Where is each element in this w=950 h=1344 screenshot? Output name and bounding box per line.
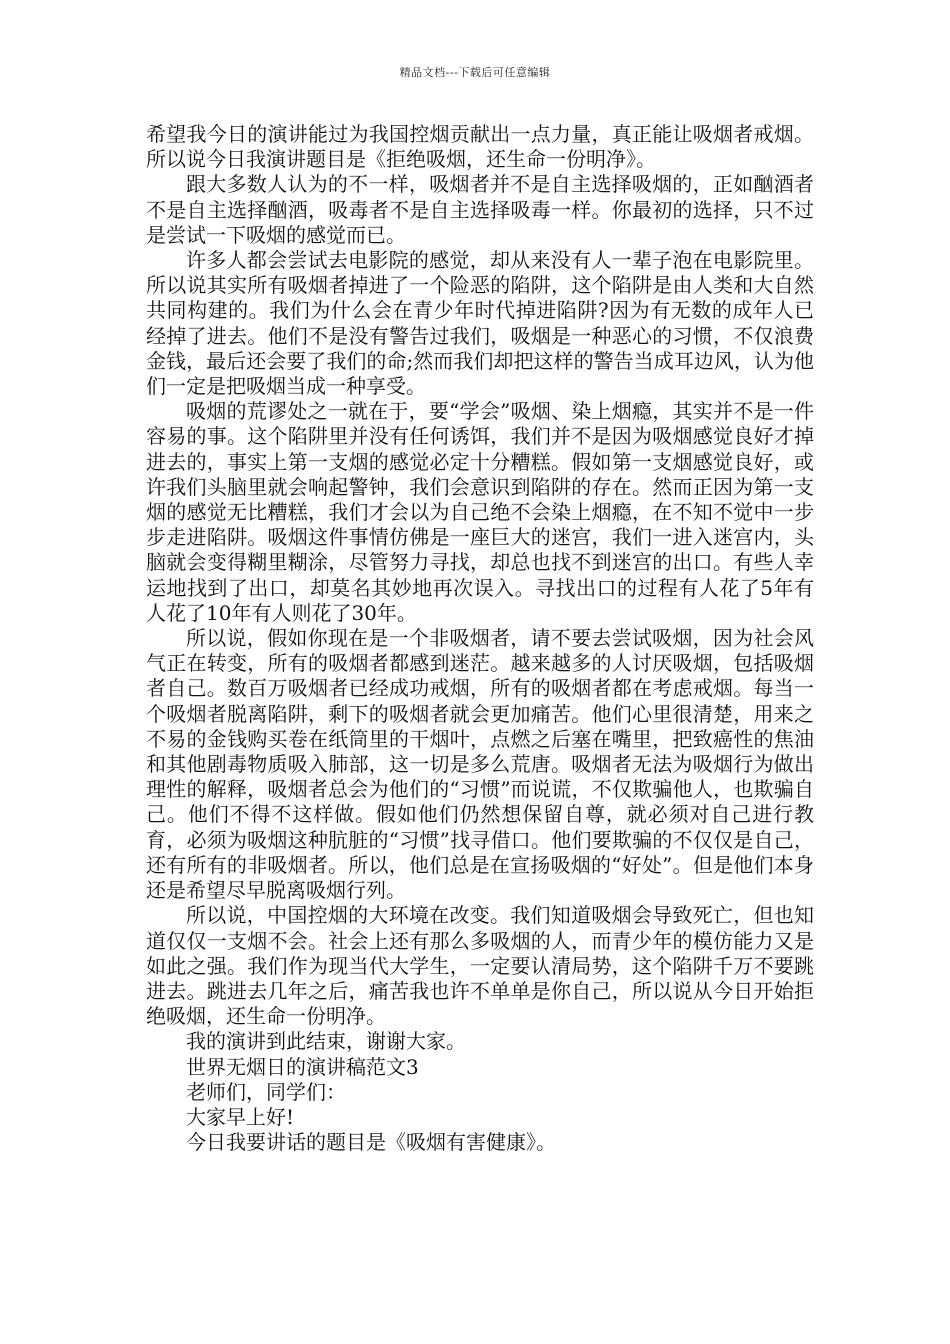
paragraph: 吸烟的荒谬处之一就在于，要“学会”吸烟、染上烟瘾，其实并不是一件容易的事。这个陷阱里并没有任何诱饵，我们并不是因为吸烟感觉良好才掉进去的，事实上第一支烟的感觉必定十分糟糕。假如第一支烟感觉良好，或许我们头脑里就会响起警钟，我们会意识到陷阱的存在。然而正因为第一支烟的感觉无比糟糕，我们才会以为自己绝不会染上烟瘾，在不知不觉中一步步走进陷阱。吸烟这件事情仿佛是一座巨大的迷宫，我们一进入迷宫内，头脑就会变得糊里糊涂，尽管努力寻找，却总也找不到迷宫的出口。有些人幸运地找到了出口，却莫名其妙地再次误入。寻找出口的过程有人花了5年有人花了10年有人则花了30年。 bbox=[146, 399, 814, 625]
paragraph: 所以说，中国控烟的大环境在改变。我们知道吸烟会导致死亡，但也知道仅仅一支烟不会。社会上还有那么多吸烟的人，而青少年的模仿能力又是如此之强。我们作为现当代大学生，一定要认清局势，这个陷阱千万不要跳进去。跳进去几年之后，痛苦我也许不单单是你自己，所以说从今日开始拒绝吸烟，还生命一份明净。 bbox=[146, 903, 814, 1029]
salutation: 老师们，同学们： bbox=[186, 1079, 346, 1104]
paragraph: 希望我今日的演讲能过为我国控烟贡献出一点力量，真正能让吸烟者戒烟。所以说今日我演讲题目是《拒绝吸烟，还生命一份明净》。 bbox=[146, 122, 814, 172]
paragraph: 所以说，假如你现在是一个非吸烟者，请不要去尝试吸烟，因为社会风气正在转变，所有的吸烟者都感到迷茫。越来越多的人讨厌吸烟，包括吸烟者自己。数百万吸烟者已经成功戒烟，所有的吸烟者都在考虑戒烟。每当一个吸烟者脱离陷阱，剩下的吸烟者就会更加痛苦。他们心里很清楚，用来之不易的金钱购买卷在纸筒里的干烟叶，点燃之后塞在嘴里，把致癌性的焦油和其他剧毒物质吸入肺部，这一切是多么荒唐。吸烟者无法为吸烟行为做出理性的解释，吸烟者总会为他们的“习惯”而说谎，不仅欺骗他人，也欺骗自己。他们不得不这样做。假如他们仍然想保留自尊，就必须对自己进行教育，必须为吸烟这种肮脏的“习惯”找寻借口。他们要欺骗的不仅仅是自己，还有所有的非吸烟者。所以，他们总是在宣扬吸烟的“好处”。但是他们本身还是希望尽早脱离吸烟行列。 bbox=[146, 626, 814, 903]
page-header: 精品文档---下载后可任意编辑 bbox=[399, 66, 551, 79]
closing-line: 我的演讲到此结束，谢谢大家。 bbox=[186, 1029, 466, 1054]
paragraph: 许多人都会尝试去电影院的感觉，却从来没有人一辈子泡在电影院里。所以说其实所有吸烟者掉进了一个险恶的陷阱，这个陷阱是由人类和大自然共同构建的。我们为什么会在青少年时代掉进陷阱?因为有无数的成年人已经掉了进去。他们不是没有警告过我们，吸烟是一种恶心的习惯，不仅浪费金钱，最后还会要了我们的命;然而我们却把这样的警告当成耳边风，认为他们一定是把吸烟当成一种享受。 bbox=[146, 248, 814, 399]
topic-line: 今日我要讲话的题目是《吸烟有害健康》。 bbox=[186, 1130, 556, 1155]
section-title: 世界无烟日的演讲稿范文3 bbox=[186, 1054, 419, 1079]
greeting: 大家早上好! bbox=[186, 1104, 295, 1129]
paragraph: 跟大多数人认为的不一样，吸烟者并不是自主选择吸烟的，正如酗酒者不是自主选择酗酒，吸毒者不是自主选择吸毒一样。你最初的选择，只不过是尝试一下吸烟的感觉而已。 bbox=[146, 172, 814, 247]
document-body bbox=[146, 122, 814, 1155]
